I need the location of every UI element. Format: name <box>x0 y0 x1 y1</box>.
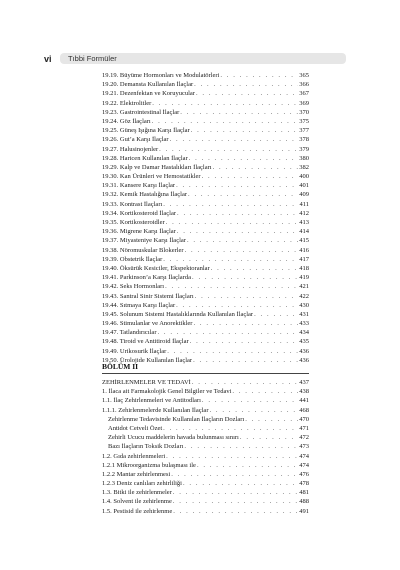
toc-leader-dots <box>240 433 298 442</box>
toc-leader-dots <box>254 310 298 319</box>
toc-entry <box>102 163 309 172</box>
toc-entry-title: 1.2.2 Mantar zehirlenmesi <box>102 470 171 478</box>
toc-entry <box>102 282 309 291</box>
toc-entry <box>102 190 309 199</box>
toc-leader-dots <box>202 172 299 181</box>
toc-leader-dots <box>167 347 298 356</box>
toc-leader-dots <box>171 470 298 479</box>
toc-entry-title: 1.5. Pestisid ile zehirlenme <box>102 507 173 515</box>
toc-leader-dots <box>183 479 298 488</box>
toc-entry-page: 473 <box>299 443 309 451</box>
toc-entry-title: 1.2.1 Mikroorganizma bulaşması ile <box>102 461 196 469</box>
toc-entry-title: 19.44. Sıtmaya Karşı İlaçlar <box>102 301 176 309</box>
toc-entry <box>102 255 309 264</box>
toc-leader-dots <box>189 154 299 163</box>
toc-leader-dots <box>166 452 298 461</box>
toc-entry-title: 19.47. Tatlandırıcılar <box>102 329 157 337</box>
toc-entry <box>102 181 309 190</box>
toc-entry-page: 365 <box>299 72 309 79</box>
toc-entry-title: 19.49. Urikosurik İlaçlar <box>102 347 167 355</box>
toc-entry <box>102 452 309 461</box>
toc-entry-page: 438 <box>299 388 309 396</box>
toc-entry-title: 19.38. Nöromuskular Blokerler <box>102 246 184 254</box>
toc-entry-title: 1.2.3 Deniz canlıları zehirliliği <box>102 480 182 488</box>
toc-entry-page: 430 <box>299 301 309 309</box>
toc-leader-dots <box>173 507 298 516</box>
toc-leader-dots <box>232 387 298 396</box>
toc-leader-dots <box>180 108 298 117</box>
toc-entry-title: 19.43. Santral Sinir Sistemi İlaçları <box>102 292 194 300</box>
toc-entry-page: 415 <box>299 237 309 245</box>
toc-entry <box>102 135 309 144</box>
toc-leader-dots <box>190 337 299 346</box>
toc-entry-page: 491 <box>299 507 309 515</box>
toc-entry-title: 1.4. Solvent ile zehirlenme <box>102 498 172 506</box>
toc-entry <box>102 292 309 301</box>
toc-list-bottom <box>102 378 309 516</box>
toc-leader-dots <box>176 181 298 190</box>
toc-leader-dots <box>157 328 298 337</box>
section-divider <box>102 373 309 374</box>
toc-entry-page: 474 <box>299 461 309 469</box>
toc-leader-dots <box>197 461 298 470</box>
toc-entry-page: 375 <box>299 117 309 125</box>
toc-entry <box>102 387 309 396</box>
toc-leader-dots <box>170 135 299 144</box>
toc-leader-dots <box>187 236 298 245</box>
toc-entry <box>102 415 309 424</box>
toc-leader-dots <box>173 488 298 497</box>
toc-entry <box>102 236 309 245</box>
toc-entry-page: 476 <box>299 470 309 478</box>
toc-entry-title: 19.35. Kortikosteroidler <box>102 219 165 226</box>
toc-entry-title: 19.42. Seks Hormonları <box>102 283 165 291</box>
toc-entry <box>102 497 309 506</box>
toc-leader-dots <box>245 415 298 424</box>
toc-entry <box>102 264 309 273</box>
toc-entry-page: 367 <box>299 90 309 98</box>
toc-entry-title: 19.24. Göz İlaçları <box>102 117 151 125</box>
toc-list-top <box>102 71 309 365</box>
toc-leader-dots <box>193 319 298 328</box>
toc-entry-page: 468 <box>299 406 309 414</box>
toc-entry-page: 419 <box>299 274 309 282</box>
toc-entry <box>102 89 309 98</box>
toc-entry <box>102 319 309 328</box>
toc-entry-title: 1. İlaca ait Farmakolojik Genel Bilgiler ve Tedavi <box>102 388 232 396</box>
toc-entry <box>102 470 309 479</box>
toc-leader-dots <box>166 218 299 227</box>
toc-entry-title: 19.48. Tiroid ve Antitiroid İlaçlar <box>102 338 189 346</box>
toc-entry-page: 412 <box>299 209 309 217</box>
toc-entry-title: 19.29. Kalp ve Damar Hastalıkları İlaçları <box>102 163 212 171</box>
toc-leader-dots <box>177 209 298 218</box>
toc-entry <box>102 406 309 415</box>
toc-leader-dots <box>196 89 298 98</box>
toc-entry <box>102 488 309 497</box>
toc-entry <box>102 328 309 337</box>
toc-entry-page: 370 <box>299 108 309 116</box>
toc-leader-dots <box>202 396 298 405</box>
toc-entry-page: 436 <box>299 347 309 355</box>
toc-entry-title: 19.30. Kan Ürünleri ve Hemostatikler <box>102 173 201 181</box>
toc-entry-page: 417 <box>299 255 309 263</box>
toc-entry-title: 19.37. Miyasteniye Karşı İlaçlar <box>102 237 186 245</box>
toc-entry-page: 409 <box>299 191 309 199</box>
toc-entry <box>102 154 309 163</box>
toc-entry <box>102 80 309 89</box>
toc-entry-title: 1.2. Gıda zehirlenmeleri <box>102 452 166 460</box>
toc-leader-dots <box>185 246 299 255</box>
toc-entry <box>102 227 309 236</box>
toc-entry-title: Antidot Cetveli Özet <box>108 424 163 432</box>
toc-entry <box>102 310 309 319</box>
toc-entry <box>102 172 309 181</box>
toc-leader-dots <box>213 163 299 172</box>
toc-leader-dots <box>195 292 299 301</box>
toc-entry-title: 19.22. Elektrolitler <box>102 99 152 107</box>
toc-entry-title: 19.39. Obstetrik İlaçlar <box>102 255 163 263</box>
toc-leader-dots <box>173 497 298 506</box>
toc-entry <box>102 99 309 108</box>
toc-entry-page: 488 <box>299 498 309 506</box>
toc-entry-page: 378 <box>299 136 309 144</box>
toc-entry-title: 19.23. Gastrointestinal İlaçlar <box>102 108 180 116</box>
toc-entry-page: 379 <box>299 145 309 153</box>
toc-entry-page: 436 <box>299 356 309 364</box>
toc-entry-page: 414 <box>299 228 309 236</box>
toc-entry <box>102 71 309 80</box>
toc-entry <box>102 424 309 433</box>
toc-entry <box>102 378 309 387</box>
toc-entry-title: 19.40. Öksürük Kesiciler, Ekspektoranlar <box>102 264 210 272</box>
toc-entry-page: 382 <box>299 163 309 171</box>
toc-entry-title: Bazı İlaçların Toksik Dozları <box>108 443 184 451</box>
toc-entry <box>102 200 309 209</box>
toc-leader-dots <box>163 255 298 264</box>
toc-entry-page: 435 <box>299 338 309 346</box>
toc-entry-title: ZEHİRLENMELER VE TEDAVİ <box>102 379 191 386</box>
toc-leader-dots <box>192 378 298 387</box>
toc-entry-page: 481 <box>299 489 309 497</box>
toc-leader-dots <box>176 301 298 310</box>
toc-entry-title: 19.50. Ürolojide Kullanılan İlaçlar <box>102 356 193 364</box>
toc-leader-dots <box>209 406 298 415</box>
toc-entry <box>102 273 309 282</box>
toc-entry-page: 474 <box>299 452 309 460</box>
book-title: Tıbbi Formüler <box>68 54 117 63</box>
toc-entry <box>102 246 309 255</box>
section-title: BÖLÜM II <box>102 362 139 371</box>
toc-entry-title: 19.46. Stimulanlar ve Anorektikler <box>102 320 193 328</box>
toc-leader-dots <box>192 273 298 282</box>
toc-entry-title: 19.28. Haricen Kullanılan İlaçlar <box>102 154 188 162</box>
toc-entry <box>102 507 309 516</box>
toc-entry-page: 478 <box>299 480 309 488</box>
toc-leader-dots <box>193 356 298 365</box>
toc-leader-dots <box>159 145 298 154</box>
toc-entry <box>102 301 309 310</box>
toc-leader-dots <box>152 99 298 108</box>
toc-entry-page: 418 <box>299 264 309 272</box>
toc-entry-title: 19.36. Migrene Karşı İlaçlar <box>102 228 176 236</box>
toc-entry-page: 366 <box>299 81 309 89</box>
toc-entry-title: 1.1. İlaç Zehirlenmeleri ve Antitodları <box>102 397 201 405</box>
toc-entry <box>102 337 309 346</box>
toc-entry <box>102 117 309 126</box>
toc-entry-title: 19.26. Gut’a Karşı İlaçlar <box>102 136 169 144</box>
toc-entry <box>102 126 309 135</box>
toc-leader-dots <box>152 117 299 126</box>
toc-entry-title: 1.1.1. Zehirlenmelerde Kullanılan İlaçlar <box>102 406 209 414</box>
toc-entry-page: 422 <box>299 292 309 300</box>
toc-entry <box>102 108 309 117</box>
toc-entry-title: 19.21. Dezenfektan ve Koruyucular <box>102 90 195 98</box>
toc-entry-page: 433 <box>299 320 309 328</box>
toc-leader-dots <box>163 200 298 209</box>
toc-leader-dots <box>163 424 298 433</box>
toc-entry-page: 470 <box>299 415 309 423</box>
toc-leader-dots <box>220 71 298 80</box>
toc-entry-title: Zehirlenme Tedavisinde Kullanılan İlaçların Dozları <box>108 415 245 423</box>
toc-entry <box>102 347 309 356</box>
toc-entry-title: 19.31. Kansere Karşı İlaçlar <box>102 182 176 190</box>
toc-entry-title: 19.32. Kemik Hastalığına İlaçlar <box>102 191 188 199</box>
toc-leader-dots <box>211 264 299 273</box>
toc-entry-page: 431 <box>299 310 309 318</box>
toc-entry-title: 19.27. Halusinojenler <box>102 145 159 153</box>
toc-leader-dots <box>177 227 298 236</box>
toc-entry-title: Zehirli Ucucu maddelerin havada bulunması sınırı <box>108 434 239 442</box>
toc-entry-page: 401 <box>299 182 309 190</box>
toc-entry-page: 421 <box>299 283 309 291</box>
toc-entry-page: 437 <box>299 379 309 386</box>
toc-entry-page: 416 <box>299 246 309 254</box>
toc-entry <box>102 433 309 442</box>
toc-leader-dots <box>184 442 298 451</box>
toc-entry-title: 19.33. Kontrast İlaçları <box>102 200 163 208</box>
toc-entry-title: 19.45. Solunum Sistemi Hastalıklarında Kullanılan İlaçlar <box>102 310 254 318</box>
toc-leader-dots <box>188 190 298 199</box>
toc-entry <box>102 209 309 218</box>
toc-entry-title: 19.34. Kortikosteroid İlaçlar <box>102 209 177 217</box>
page-number: vi <box>44 54 52 64</box>
toc-entry-page: 413 <box>299 219 309 226</box>
toc-entry-page: 369 <box>299 99 309 107</box>
toc-entry-title: 19.25. Güneş Işığına Karşı İlaçlar <box>102 127 190 135</box>
toc-entry <box>102 442 309 451</box>
toc-entry-page: 434 <box>299 329 309 337</box>
toc-entry-page: 380 <box>299 154 309 162</box>
toc-entry-title: 19.41. Parkinson’a Karşı İlaçlarda <box>102 274 191 282</box>
toc-entry <box>102 479 309 488</box>
toc-entry-page: 400 <box>299 173 309 181</box>
toc-entry <box>102 396 309 405</box>
toc-entry-page: 441 <box>299 397 309 405</box>
toc-leader-dots <box>165 282 298 291</box>
toc-entry-title: 19.19. Büyüme Hormonları ve Modulatörleri <box>102 72 220 79</box>
toc-entry-page: 472 <box>299 434 309 442</box>
toc-entry-page: 411 <box>299 200 309 208</box>
toc-leader-dots <box>191 126 299 135</box>
toc-entry <box>102 461 309 470</box>
toc-entry <box>102 145 309 154</box>
toc-entry-page: 471 <box>299 424 309 432</box>
toc-entry-title: 1.3. Bitki ile zehirlenmeler <box>102 489 172 497</box>
toc-entry <box>102 218 309 227</box>
toc-entry-title: 19.20. Demansta Kullanılan İlaçlar <box>102 81 194 89</box>
toc-entry-page: 377 <box>299 127 309 135</box>
toc-leader-dots <box>194 80 298 89</box>
